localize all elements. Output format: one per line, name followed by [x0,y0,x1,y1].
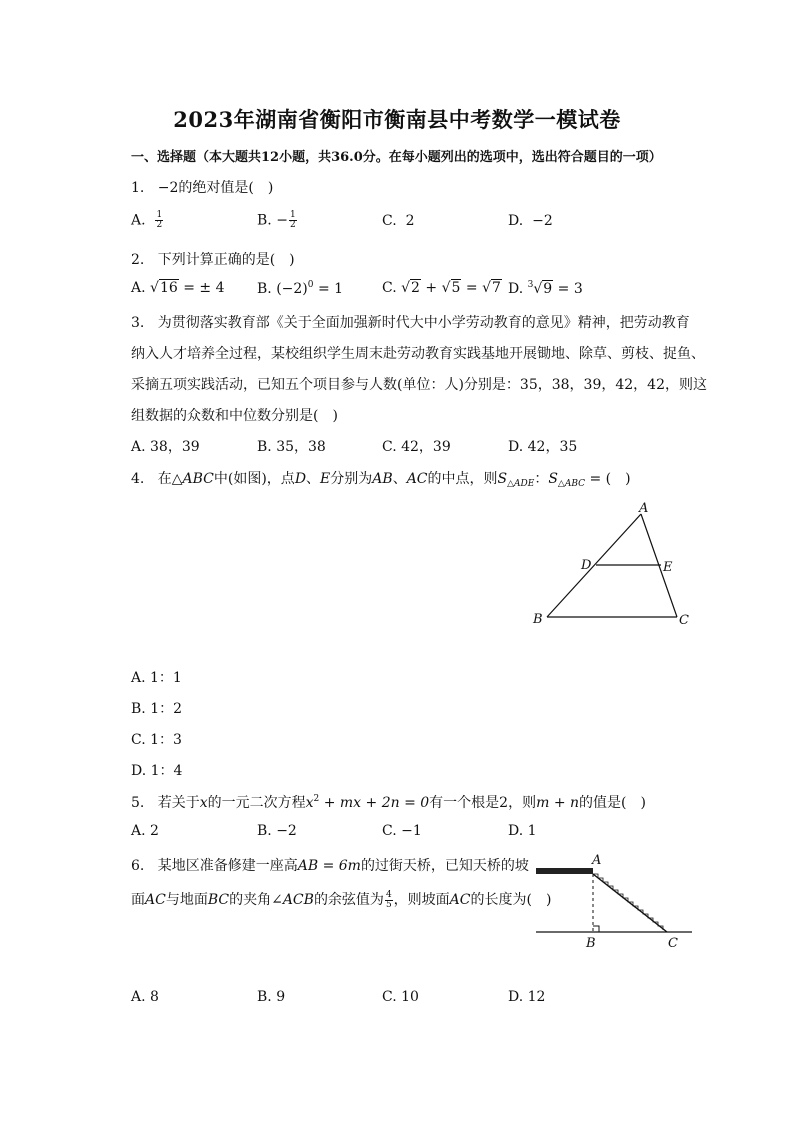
label-c: C [668,936,678,951]
question-number: 1. [131,180,145,196]
label-b: B [586,936,596,951]
q4-option-c: C. 1：3 [131,732,182,748]
question-6-line-2: 面AC与地面BC的夹角∠ACB的余弦值为 $\frac{4}{5}$ ，则坡面AC的长度为( ) [131,889,552,910]
question-stem: −2的绝对值是( ) [157,180,274,196]
question-3-line-1: 3. 为贯彻落实教育部《关于全面加强新时代大中小学劳动教育的意见》精神，把劳动教育 [131,315,690,331]
label-a: A [639,501,649,516]
triangle-figure [525,495,705,635]
question-2 [131,249,295,269]
q3-option-a: A. 38，39 [131,439,200,455]
fraction: $\frac{1}{2}$ [289,210,296,230]
q6-option-d: D. 12 [508,989,546,1005]
q1-option-d: D. −2 [508,213,553,229]
fraction: $\frac{4}{5}$ [385,889,392,910]
q2-option-b: B. $(-2)^0 = 1$ [257,280,344,297]
question-3-line-2: 纳入人才培养全过程，某校组织学生周末赴劳动教育实践基地开展锄地、除草、剪枝、捉鱼、 [131,346,705,362]
label-b: B [533,612,543,627]
label-c: C [679,613,689,628]
label-e: E [663,560,673,575]
q5-option-d: D. 1 [508,823,537,839]
question-5: 5. 若关于x的一元二次方程$x^2$ + mx + 2n = 0有一个根是2，则m + n的值是( ) [131,794,646,811]
bridge-deck [536,868,593,874]
label-d: D [581,558,592,573]
q3-option-d: D. 42，35 [508,439,578,455]
question-3-line-4: 组数据的众数和中位数分别是( ) [131,408,338,424]
slope-ac [593,874,667,932]
q1-option-b: B. − $\frac{1}{2}$ [257,210,296,230]
right-angle-mark [593,926,599,932]
label-a: A [592,853,602,868]
q6-option-b: B. 9 [257,989,286,1005]
q6-option-a: A. 8 [131,989,159,1005]
q2-option-c: C. √2 + √5 = √7 [382,280,501,296]
q4-option-b: B. 1：2 [131,701,183,717]
q1-option-c: C. 2 [382,213,415,229]
q5-option-b: B. −2 [257,823,297,839]
q4-option-d: D. 1：4 [131,763,183,779]
q2-option-a: A. √16 = ± 4 [131,280,225,296]
question-6-line-1: 6. 某地区准备修建一座高AB = 6m的过街天桥，已知天桥的坡 [131,858,529,874]
q3-option-c: C. 42，39 [382,439,451,455]
bridge-figure [530,850,700,952]
page-title: 2023年湖南省衡阳市衡南县中考数学一模试卷 [173,107,621,132]
q6-option-c: C. 10 [382,989,419,1005]
question-stem: 下列计算正确的是( ) [157,252,295,268]
q2-option-d: D. $^3$√9 = 3 [508,280,583,297]
q4-option-a: A. 1：1 [131,670,182,686]
question-1 [131,177,273,197]
q5-option-c: C. −1 [382,823,422,839]
q3-option-b: B. 35，38 [257,439,326,455]
q1-option-a: A. $\frac{1}{2}$ [131,210,163,230]
fraction: $\frac{1}{2}$ [156,210,163,230]
section-heading: 一、选择题（本大题共12小题，共36.0分。在每小题列出的选项中，选出符合题目的一项） [131,150,662,165]
question-number: 2. [131,252,145,268]
q5-option-a: A. 2 [131,823,159,839]
question-4: 4. 在△ABC中(如图)，点D、E分别为AB、AC的中点，则$S_{\triangle ADE}$：$S_{\triangle ABC}$ = ( ) [131,471,631,489]
question-3-line-3: 采摘五项实践活动，已知五个项目参与人数(单位：人)分别是：35，38，39，42，42，则这 [131,377,707,393]
